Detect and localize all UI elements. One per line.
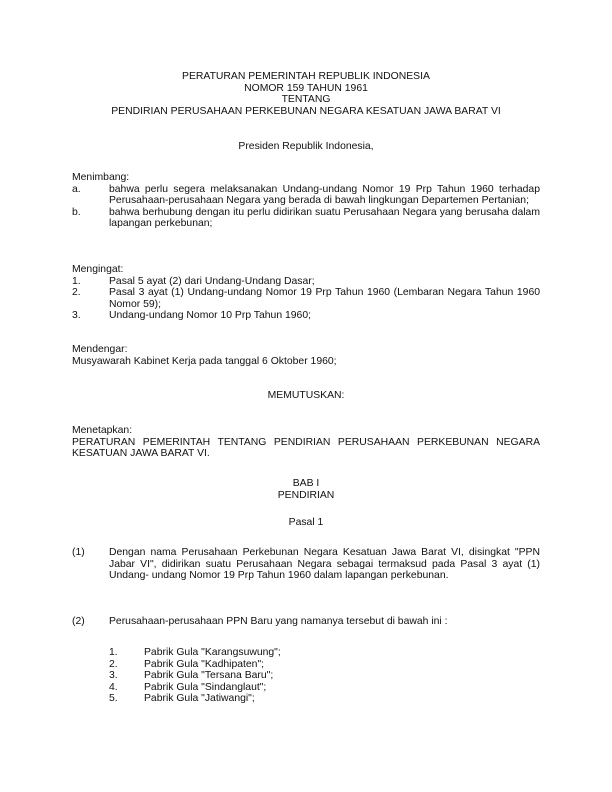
item-marker: 3.: [109, 670, 118, 681]
item-marker: 1.: [109, 647, 118, 658]
section-label: Menimbang:: [72, 172, 130, 183]
list-item: [72, 287, 540, 310]
title-line: PERATURAN PEMERINTAH REPUBLIK INDONESIA: [182, 71, 430, 82]
menimbang-section: [72, 172, 540, 230]
item-text: bahwa perlu segera melaksanakan Undang-undang Nomor 19 Prp Tahun 1960 terhadap Perusahaan-perusahaan Negara yang berada di bawah lingkungan Departemen Pertanian;: [109, 183, 540, 206]
list-item: [72, 647, 540, 659]
item-marker: a.: [72, 183, 81, 195]
list-item: [72, 184, 540, 207]
list-item: [72, 682, 540, 694]
item-marker: 1.: [72, 275, 81, 287]
item-text: Pabrik Gula "Karangsuwung";: [144, 647, 281, 658]
item-text: Pasal 5 ayat (2) dari Undang-Undang Dasar;: [109, 275, 315, 287]
ayat-marker: (2): [72, 616, 85, 627]
title-line: NOMOR 159 TAHUN 1961: [244, 82, 368, 94]
section-label: Mendengar:: [72, 344, 128, 355]
list-item: [72, 670, 540, 682]
document-title: [72, 71, 540, 117]
list-item: [72, 207, 540, 230]
bab-subtitle: PENDIRIAN: [277, 489, 335, 501]
item-text: Pabrik Gula "Tersana Baru";: [144, 670, 274, 681]
section-text: PERATURAN PEMERINTAH TENTANG PENDIRIAN PERUSAHAAN PERKEBUNAN NEGARA KESATUAN JAWA BARAT VI.: [72, 436, 540, 459]
section-label: Mengingat:: [72, 264, 124, 275]
item-text: Pabrik Gula "Jatiwangi";: [144, 693, 255, 704]
item-text: Pabrik Gula "Sindanglaut";: [144, 681, 267, 693]
ayat-text: Dengan nama Perusahaan Perkebunan Negara Kesatuan Jawa Barat VI, disingkat "PPN Jabar VI", didirikan suatu Perusahaan Negara sebagai termaksud pada Pasal 3 ayat (1) Undang- undang Nomor 19 Prp Tahun 1960 dalam lapangan perkebunan.: [109, 547, 540, 581]
pasal-heading: Pasal 1: [288, 517, 324, 528]
item-marker: b.: [72, 206, 81, 218]
bab-title: BAB I: [292, 478, 320, 489]
item-marker: 4.: [109, 681, 118, 693]
title-line: TENTANG: [281, 94, 331, 105]
bab-heading: [72, 478, 540, 501]
list-item: [72, 659, 540, 671]
memutuskan-heading: MEMUTUSKAN:: [267, 390, 345, 401]
ayat-text: Perusahaan-perusahaan PPN Baru yang namanya tersebut di bawah ini :: [109, 616, 448, 627]
section-label: Menetapkan:: [72, 425, 133, 436]
ayat-1: [72, 547, 540, 582]
title-line: PENDIRIAN PERUSAHAAN PERKEBUNAN NEGARA KESATUAN JAWA BARAT VI: [111, 105, 501, 117]
mengingat-section: [72, 264, 540, 322]
section-text: Musyawarah Kabinet Kerja pada tanggal 6 Oktober 1960;: [72, 355, 337, 367]
item-text: Pabrik Gula "Kadhipaten";: [144, 658, 265, 670]
item-text: Pasal 3 ayat (1) Undang-undang Nomor 19 Prp Tahun 1960 (Lembaran Negara Tahun 1960 Nomor 59);: [109, 287, 540, 310]
item-marker: 3.: [72, 310, 81, 321]
item-marker: 5.: [109, 693, 118, 704]
list-item: [72, 276, 540, 288]
list-item: [72, 693, 540, 705]
list-item: [72, 310, 540, 322]
pabrik-list: [72, 647, 540, 705]
ayat-marker: (1): [72, 547, 85, 558]
item-text: Undang-undang Nomor 10 Prp Tahun 1960;: [109, 310, 311, 321]
menetapkan-section: [72, 425, 540, 460]
item-marker: 2.: [72, 287, 81, 298]
president-line: Presiden Republik Indonesia,: [238, 141, 374, 152]
item-marker: 2.: [109, 658, 118, 670]
item-text: bahwa berhubung dengan itu perlu didirikan suatu Perusahaan Negara yang berusaha dalam lapangan perkebunan;: [109, 206, 540, 229]
mendengar-section: [72, 344, 540, 367]
ayat-2: [72, 616, 540, 628]
